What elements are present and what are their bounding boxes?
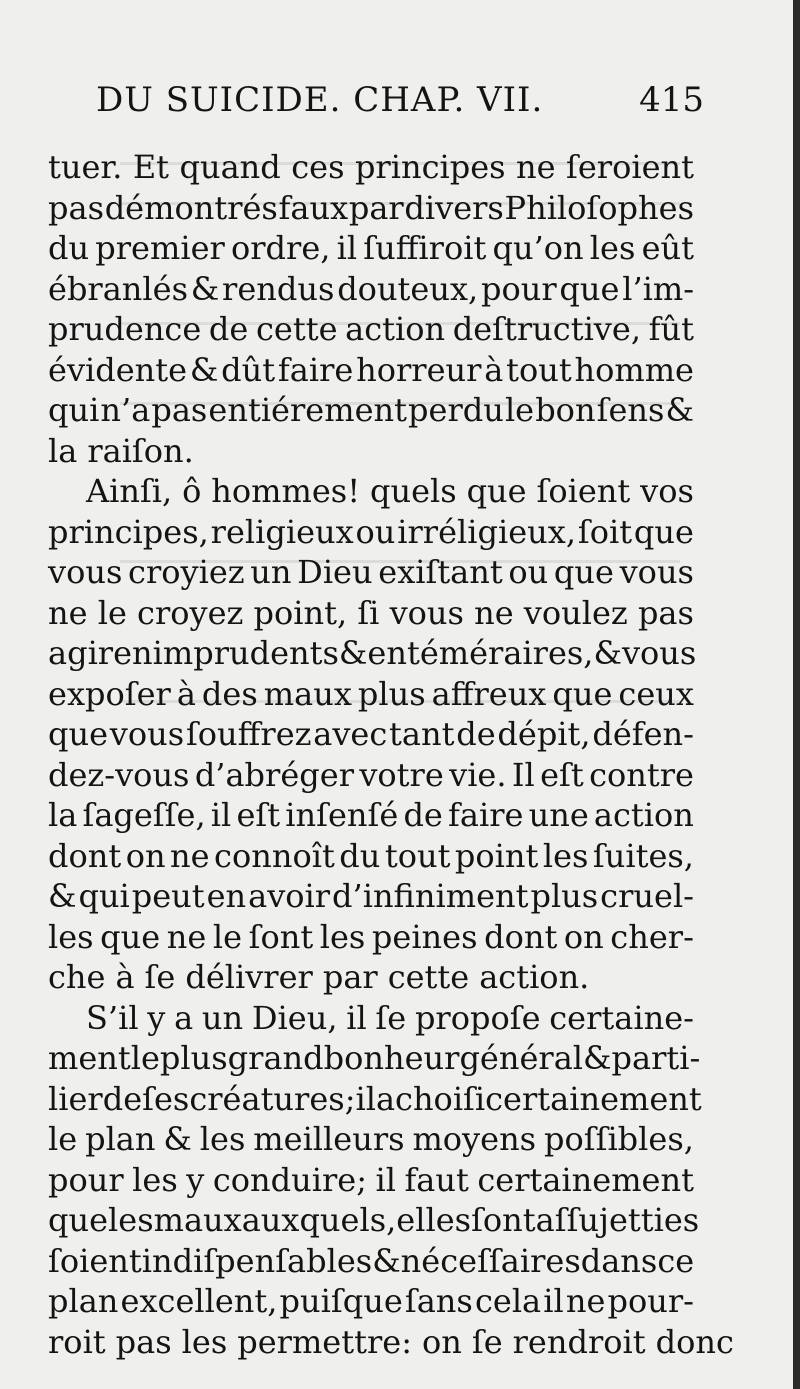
page-edge-shadow [793, 0, 800, 1389]
paragraph [48, 147, 694, 471]
text-line: roit pas les permettre: on ſe rendroit donc [48, 1322, 734, 1361]
text-line: principes, religieux ou irréligieux, ſoit que [48, 512, 694, 551]
text-line: dont on ne connoît du tout point les ſuites, [48, 836, 694, 875]
text-line: lier de ſes créatures; il a choiſi certainement [48, 1079, 702, 1118]
text-line: pour les y conduire; il faut certainement [48, 1160, 694, 1199]
paragraph [48, 471, 697, 998]
text-line: prudence de cette action deſtructive, fût [48, 310, 694, 348]
body-text [48, 147, 734, 1362]
text-line: Ainſi, ô hommes! quels que ſoient vos [86, 472, 694, 510]
text-line: S’il y a un Dieu, il ſe propoſe certaine- [86, 998, 694, 1037]
text-line: que les maux auxquels, elles ſont aſſujetties [48, 1201, 700, 1239]
text-line: du premier ordre, il ſuffiroit qu’on les eût [48, 229, 694, 267]
text-line: évidente & dût faire horreur à tout homme [48, 350, 694, 389]
text-line: les que ne le ſont les peines dont on cher- [48, 917, 694, 956]
running-title: DU SUICIDE. CHAP. VII. [96, 80, 544, 120]
text-line: tuer. Et quand ces principes ne ſeroient [48, 148, 694, 186]
text-line: le plan & les meilleurs moyens poſſibles, [48, 1120, 694, 1158]
text-line: qui n’a pas entiérement perdu le bon ſens & [48, 391, 694, 429]
text-line: ſoient indiſpenſables & néceſſaires dans ce [48, 1241, 695, 1280]
page-header [96, 78, 704, 122]
text-line: la ſageſſe, il eſt inſenſé de faire une action [48, 796, 694, 834]
text-line: agir en imprudents & en téméraires, & vous [48, 634, 697, 672]
text-line: que vous ſouffrez avec tant de dépit, défen- [48, 715, 694, 753]
text-line: plan excellent, puiſque ſans cela il ne pour- [48, 1282, 694, 1320]
text-line: ment le plus grand bonheur général & parti- [48, 1039, 701, 1077]
text-line: pas démontrés faux par divers Philoſophes [48, 188, 694, 227]
text-line: che à ſe délivrer par cette action. [48, 958, 590, 996]
paragraph [48, 998, 734, 1363]
text-line: expoſer à des maux plus affreux que ceux [48, 674, 694, 713]
text-line: vous croyiez un Dieu exiſtant ou que vous [48, 553, 694, 591]
text-line: dez-vous d’abréger votre vie. Il eſt contre [48, 755, 694, 794]
text-line: la raiſon. [48, 431, 194, 470]
text-line: ébranlés & rendus douteux, pour que l’im- [48, 269, 694, 308]
text-line: ne le croyez point, ſi vous ne voulez pas [48, 593, 694, 632]
page-number: 415 [639, 80, 704, 120]
text-line: & qui peut en avoir d’infiniment plus cruel- [48, 877, 694, 915]
